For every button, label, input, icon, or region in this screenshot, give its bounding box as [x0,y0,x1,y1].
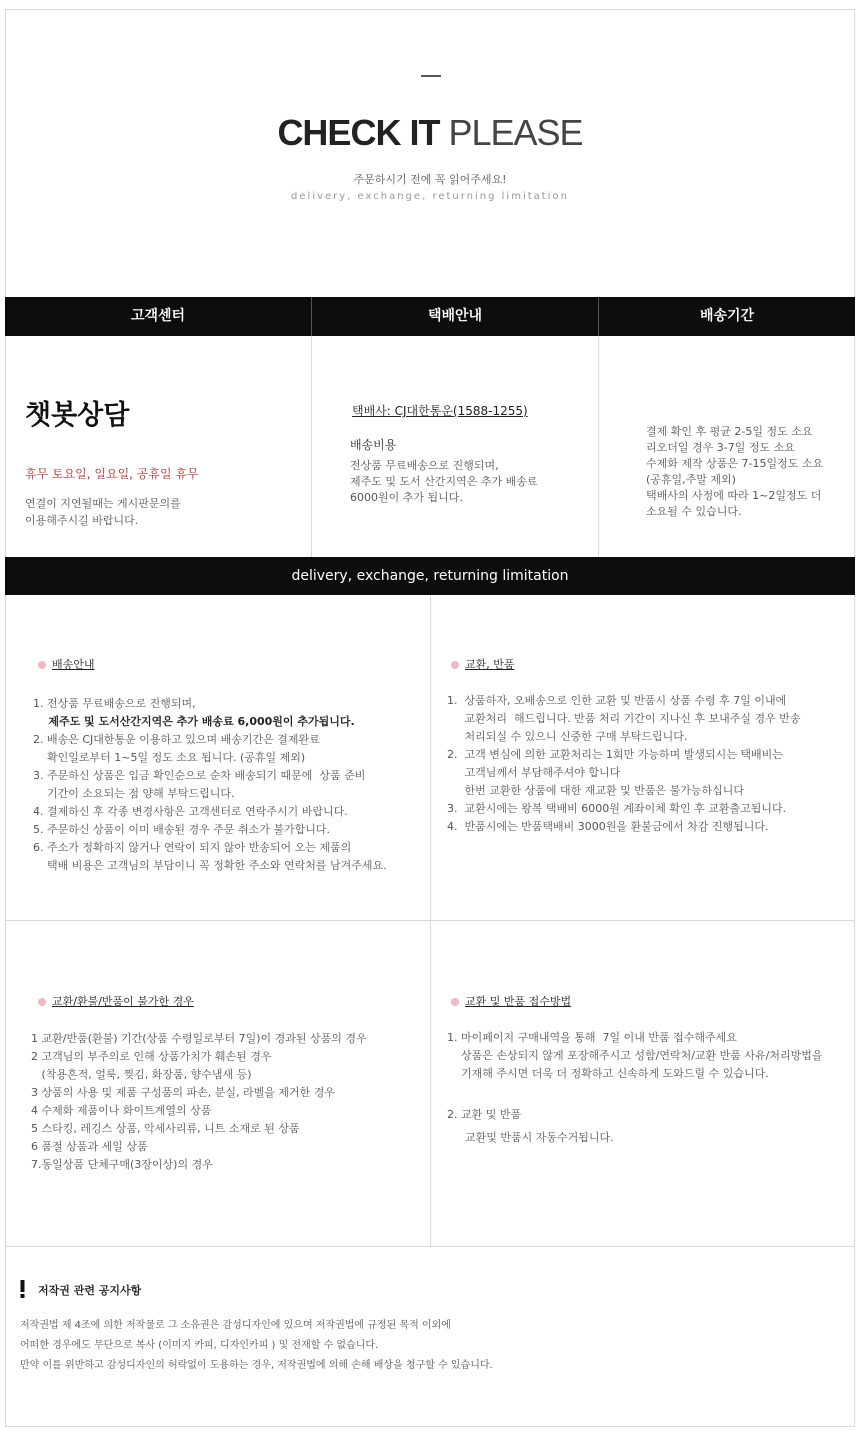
list-item: 1. 상품하자, 오배송으로 인한 교환 및 반품시 상품 수령 후 7일 이내에 [447,694,787,707]
how-to-list [447,1029,823,1083]
fee-line: 6000원이 추가 됩니다. [350,491,463,504]
courier-company: 택배사: CJ대한통운(1588-1255) [352,404,528,418]
delivery-period-text [646,424,823,520]
holiday-text: 휴무 토요일, 일요일, 공휴일 휴무 [25,467,199,481]
list-item: 기간이 소요되는 점 양해 부탁드립니다. [33,787,235,800]
list-item: 고객님께서 부담해주셔야 합니다 [447,766,621,779]
grid-divider [5,920,855,921]
subtitle-en: delivery, exchange, returning limitation [291,191,569,202]
period-line: 소요될 수 있습니다. [646,505,742,518]
column-divider [311,336,312,557]
shipping-list [33,695,387,875]
fee-line: 전상품 무료배송으로 진행되며, [350,459,499,472]
list-item: 2. 배송은 CJ대한통운 이용하고 있으며 배송기간은 결제완료 [33,733,320,746]
list-item: 4. 반품시에는 반품택배비 3000원을 환불금에서 차감 진행됩니다. [447,820,769,833]
info-bar-customer-center: 고객센터 [130,308,186,324]
list-item: 교환처리 해드립니다. 반품 처리 기간이 지나신 후 보내주실 경우 반송 [447,712,801,725]
notice-line: 만약 이를 위반하고 감성디자인의 허락없이 도용하는 경우, 저작권법에 의해 손해 배상을 청구할 수 있습니다. [20,1360,493,1371]
period-line: 수제화 제작 상품은 7-15일정도 소요 [646,457,824,470]
delay-notice [25,495,181,529]
grid-divider [5,1246,855,1247]
list-item: 확인일로부터 1~5일 정도 소요 됩니다. (공휴일 제외) [33,751,306,764]
list-item: 기재해 주시면 더욱 더 정확하고 신속하게 도와드릴 수 있습니다. [447,1067,769,1080]
list-item: 상품은 손상되지 않게 포장해주시고 성함/연락처/교환 반품 사유/처리방법을 [447,1049,823,1062]
info-bar-courier: 택배안내 [427,308,483,324]
title-dash [421,75,441,77]
not-allowed-list [31,1030,367,1174]
bullet-dot-icon [38,998,46,1006]
exchange-heading [451,656,515,672]
list-item: 4. 결제하신 후 각종 변경사항은 고객센터로 연락주시기 바랍니다. [33,805,348,818]
fee-line: 제주도 및 도서 산간지역은 추가 배송료 [350,475,538,488]
list-item: 3 상품의 사용 및 제품 구성품의 파손, 분실, 라벨을 제거한 경우 [31,1086,335,1099]
list-item: 택배 비용은 고객님의 부담이니 꼭 정확한 주소와 연락처를 남겨주세요. [33,859,387,872]
period-line: 결제 확인 후 평균 2-5일 정도 소요 [646,425,813,438]
copyright-notice-title: 저작권 관련 공지사항 [38,1284,142,1297]
list-item: 5 스타킹, 레깅스 상품, 악세사리류, 니트 소재로 된 상품 [31,1122,300,1135]
bullet-dot-icon [451,661,459,669]
chatbot-consult-title: 챗봇상담 [25,400,130,431]
shipping-title: 배송안내 [52,658,95,671]
shipping-fee-label: 배송비용 [350,438,397,452]
list-item: 7.동일상품 단체구매(3장이상)의 경우 [31,1158,213,1171]
list-item: 1. 마이페이지 구매내역을 통해 7일 이내 반품 접수해주세요 [447,1031,737,1044]
list-item: 3. 주문하신 상품은 입금 확인순으로 순차 배송되기 때문에 상품 준비 [33,769,366,782]
title-bold: CHECK IT [277,112,440,153]
period-line: 택배사의 사정에 따라 1~2일정도 더 [646,489,822,502]
list-item: 6 품절 상품과 세일 상품 [31,1140,148,1153]
how-to-item2-text: 교환및 반품시 자동수거됩니다. [465,1131,614,1144]
delay-line: 연결이 지연될때는 게시판문의를 [25,497,181,510]
list-item: 1 교환/반품(환불) 기간(상품 수령일로부터 7일)이 경과된 상품의 경우 [31,1032,367,1045]
bullet-dot-icon [451,998,459,1006]
list-item: 제주도 및 도서산간지역은 추가 배송료 6,000원이 추가됩니다. [33,715,355,728]
how-to-heading [451,993,571,1009]
exchange-title: 교환, 반품 [465,658,515,671]
copyright-notice-text [20,1316,493,1376]
subtitle: 주문하시기 전에 꼭 읽어주세요! [353,173,507,186]
list-item: 한번 교환한 상품에 대한 재교환 및 반품은 불가능하십니다 [447,784,744,797]
period-line: (공휴일,주말 제외) [646,473,736,486]
bullet-dot-icon [38,661,46,669]
list-item: (착용흔적, 얼룩, 찢김, 화장품, 향수냄새 등) [31,1068,252,1081]
notice-line: 저작권법 제 4조에 의한 저작물로 그 소유권은 감성디자인에 있으며 저작권법에 규정된 목적 이외에 [20,1320,451,1331]
column-divider [598,336,599,557]
exchange-list [447,692,800,836]
list-item: 2. 고객 변심에 의한 교환처리는 1회만 가능하며 발생되시는 택배비는 [447,748,783,761]
info-bar-period: 배송기간 [699,308,755,324]
shipping-fee-text [350,458,538,506]
info-bar [5,297,855,336]
list-item: 2 고객님의 부주의로 인해 상품가치가 훼손된 경우 [31,1050,272,1063]
period-line: 리오더일 경우 3-7일 정도 소요 [646,441,795,454]
page-title [0,112,860,154]
shipping-heading [38,656,95,672]
list-item: 1. 전상품 무료배송으로 진행되며, [33,697,196,710]
not-allowed-heading [38,993,194,1009]
list-item: 6. 주소가 정확하지 않거나 연락이 되지 않아 반송되어 오는 제품의 [33,841,352,854]
notice-line: 어떠한 경우에도 무단으로 복사 (이미지 카피, 디자인카피 ) 및 전재할 수 없습니다. [20,1340,379,1351]
not-allowed-title: 교환/환불/반품이 불가한 경우 [52,995,194,1008]
section-bar: delivery, exchange, returning limitation [5,557,855,595]
how-to-title: 교환 및 반품 접수방법 [465,995,572,1008]
exclamation-icon [20,1280,25,1298]
list-item: 3. 교환시에는 왕복 택배비 6000원 계좌이체 확인 후 교환출고됩니다. [447,802,787,815]
title-light: PLEASE [448,112,583,153]
delay-line: 이용해주시길 바랍니다. [25,514,139,527]
list-item: 5. 주문하신 상품이 이미 배송된 경우 주문 취소가 불가합니다. [33,823,330,836]
how-to-item2-title: 2. 교환 및 반품 [447,1108,522,1121]
list-item: 4 수제화 제품이나 화이트계열의 상품 [31,1104,212,1117]
list-item: 처리되실 수 있으니 신중한 구매 부탁드립니다. [447,730,688,743]
